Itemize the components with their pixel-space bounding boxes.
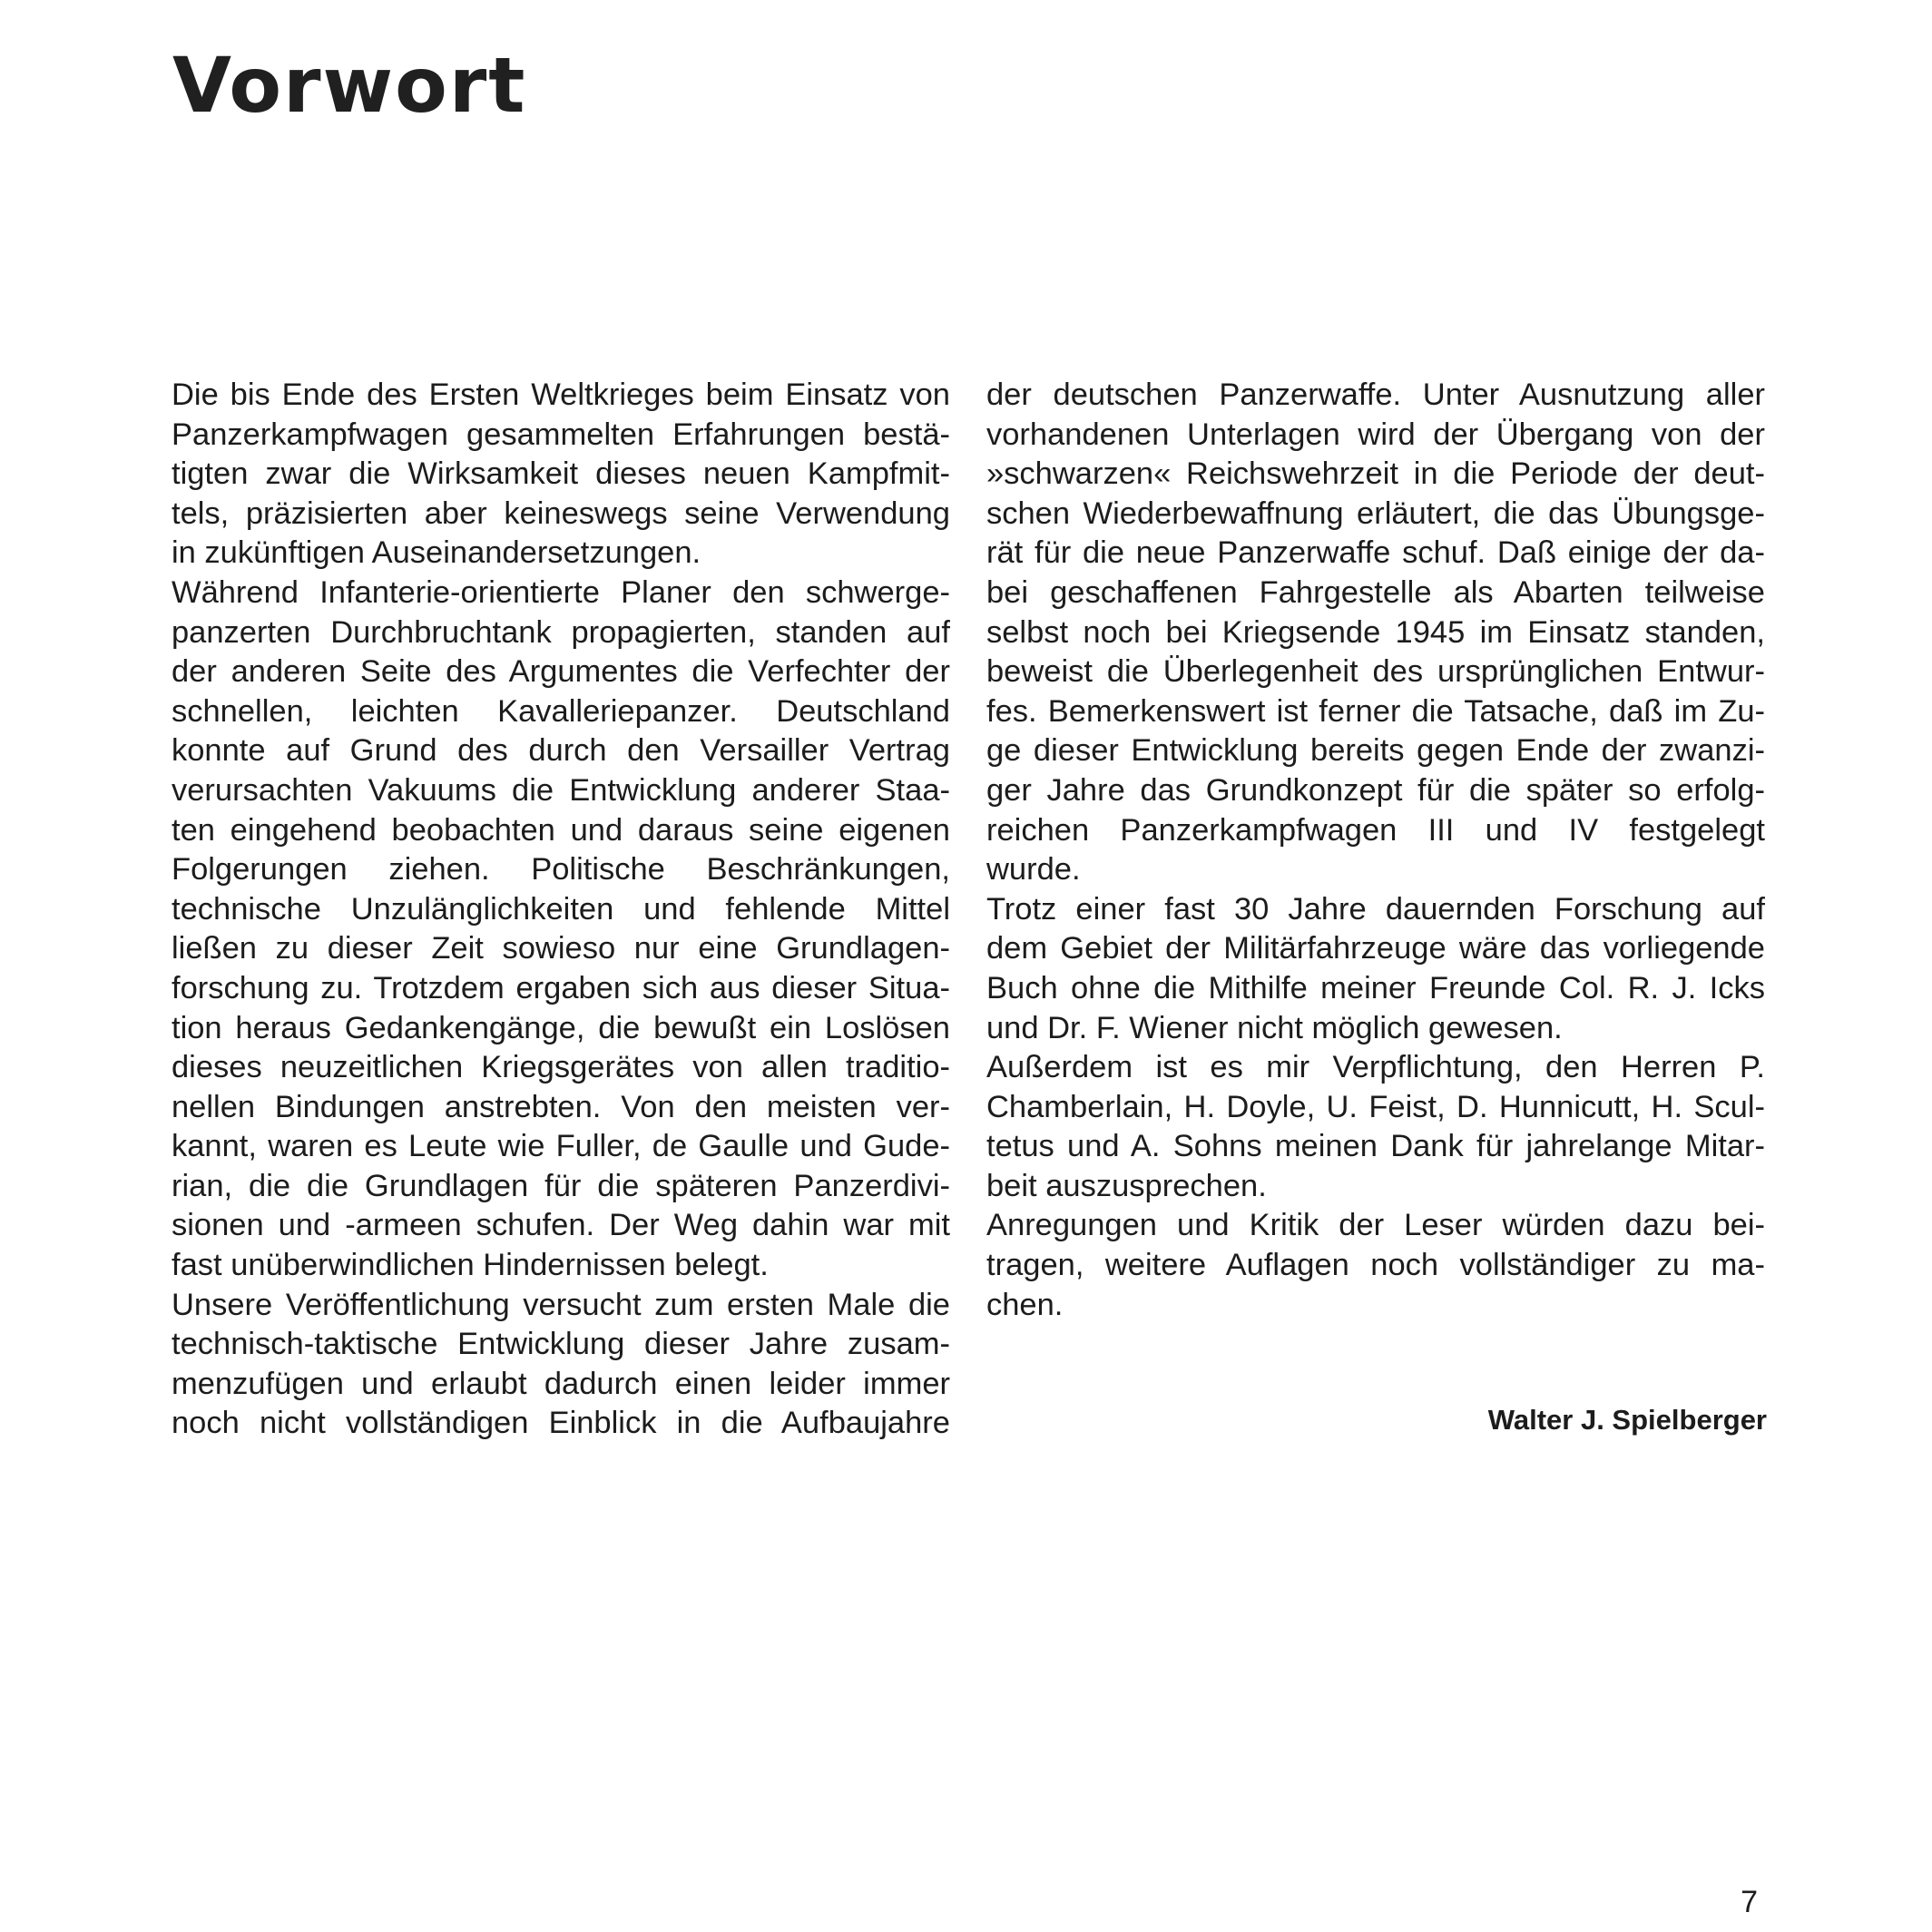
text-line: tigten zwar die Wirksamkeit dieses neuen Kampfmit- xyxy=(172,456,950,492)
text-line: rian, die die Grundlagen für die späteren Panzerdivi- xyxy=(172,1168,950,1203)
text-line: panzerten Durchbruchtank propagierten, standen auf xyxy=(172,614,950,650)
text-line: tetus und A. Sohns meinen Dank für jahrelange Mitar- xyxy=(986,1129,1765,1164)
text-line: Während Infanterie-orientierte Planer den schwerge- xyxy=(172,574,950,610)
text-line: Die bis Ende des Ersten Weltkrieges beim Einsatz von xyxy=(172,378,950,412)
text-line: technische Unzulänglichkeiten und fehlende Mittel xyxy=(172,891,950,927)
text-line: tragen, weitere Auflagen noch vollständiger zu ma- xyxy=(986,1248,1765,1283)
text-line: dem Gebiet der Militärfahrzeuge wäre das vorliegende xyxy=(986,931,1765,966)
text-line: tels, präzisierten aber keineswegs seine Verwendung xyxy=(172,495,950,531)
author-signature: Walter J. Spielberger xyxy=(1487,1404,1767,1436)
text-line: sionen und -armeen schufen. Der Weg dahin war mit xyxy=(172,1208,950,1243)
text-line: Folgerungen ziehen. Politische Beschränkungen, xyxy=(172,852,950,888)
text-line: tion heraus Gedankengänge, die bewußt ein Loslösen xyxy=(172,1010,950,1045)
text-line: konnte auf Grund des durch den Versailler Vertrag xyxy=(172,733,950,769)
text-line: fes. Bemerkenswert ist ferner die Tatsache, daß im Zu- xyxy=(986,693,1765,729)
page-title: Vorwort xyxy=(172,41,527,130)
text-line: Panzerkampfwagen gesammelten Erfahrungen bestä- xyxy=(172,417,950,452)
text-line: ließen zu dieser Zeit sowieso nur eine Grundlagen- xyxy=(172,931,950,966)
text-line: schnellen, leichten Kavalleriepanzer. Deutschland xyxy=(172,693,950,729)
text-line: kannt, waren es Leute wie Fuller, de Gaulle und Gude- xyxy=(172,1129,950,1164)
text-line: technisch-taktische Entwicklung dieser Jahre zusam- xyxy=(172,1327,950,1362)
text-line: Trotz einer fast 30 Jahre dauernden Forschung auf xyxy=(986,891,1765,927)
text-line: und Dr. F. Wiener nicht möglich gewesen. xyxy=(986,1010,1563,1045)
text-line: schen Wiederbewaffnung erläutert, die das Übungsge- xyxy=(986,495,1765,531)
text-line: menzufügen und erlaubt dadurch einen leider immer xyxy=(172,1366,950,1401)
right-column xyxy=(986,376,1765,1325)
text-line: »schwarzen« Reichswehrzeit in die Periode der deut- xyxy=(986,456,1765,492)
text-line: ge dieser Entwicklung bereits gegen Ende der zwanzi- xyxy=(986,733,1765,769)
text-line: nellen Bindungen anstrebten. Von den meisten ver- xyxy=(172,1089,950,1124)
text-line: reichen Panzerkampfwagen III und IV festgelegt xyxy=(986,812,1765,848)
text-line: der deutschen Panzerwaffe. Unter Ausnutzung aller xyxy=(986,378,1765,412)
text-line: beit auszusprechen. xyxy=(986,1168,1267,1203)
text-line: verursachten Vakuums die Entwicklung anderer Staa- xyxy=(172,772,950,808)
text-line: fast unüberwindlichen Hindernissen belegt. xyxy=(172,1248,769,1283)
text-line: in zukünftigen Auseinandersetzungen. xyxy=(172,535,701,571)
text-line: beweist die Überlegenheit des ursprünglichen Entwur- xyxy=(986,654,1765,690)
text-line: dieses neuzeitlichen Kriegsgerätes von allen traditio- xyxy=(172,1050,950,1085)
text-line: Chamberlain, H. Doyle, U. Feist, D. Hunnicutt, H. Scul- xyxy=(986,1089,1765,1124)
text-line: rät für die neue Panzerwaffe schuf. Daß einige der da- xyxy=(986,535,1765,571)
text-line: vorhandenen Unterlagen wird der Übergang von der xyxy=(986,417,1765,452)
text-line: ger Jahre das Grundkonzept für die später so erfolg- xyxy=(986,772,1765,808)
text-line: bei geschaffenen Fahrgestelle als Abarten teilweise xyxy=(986,574,1765,610)
text-line: Buch ohne die Mithilfe meiner Freunde Col. R. J. Icks xyxy=(986,970,1765,1005)
text-line: noch nicht vollständigen Einblick in die Aufbaujahre xyxy=(172,1406,950,1441)
text-line: Außerdem ist es mir Verpflichtung, den Herren P. xyxy=(986,1050,1765,1085)
text-line: der anderen Seite des Argumentes die Verfechter der xyxy=(172,654,950,690)
text-line: ten eingehend beobachten und daraus seine eigenen xyxy=(172,812,950,848)
text-line: Unsere Veröffentlichung versucht zum ersten Male die xyxy=(172,1287,950,1322)
text-line: Anregungen und Kritik der Leser würden dazu bei- xyxy=(986,1208,1765,1243)
page-number: 7 xyxy=(1741,1885,1758,1919)
text-line: forschung zu. Trotzdem ergaben sich aus dieser Situa- xyxy=(172,970,950,1005)
text-line: chen. xyxy=(986,1287,1064,1322)
left-column xyxy=(172,376,950,1444)
text-line: wurde. xyxy=(986,852,1081,888)
text-line: selbst noch bei Kriegsende 1945 im Einsatz standen, xyxy=(986,614,1765,650)
